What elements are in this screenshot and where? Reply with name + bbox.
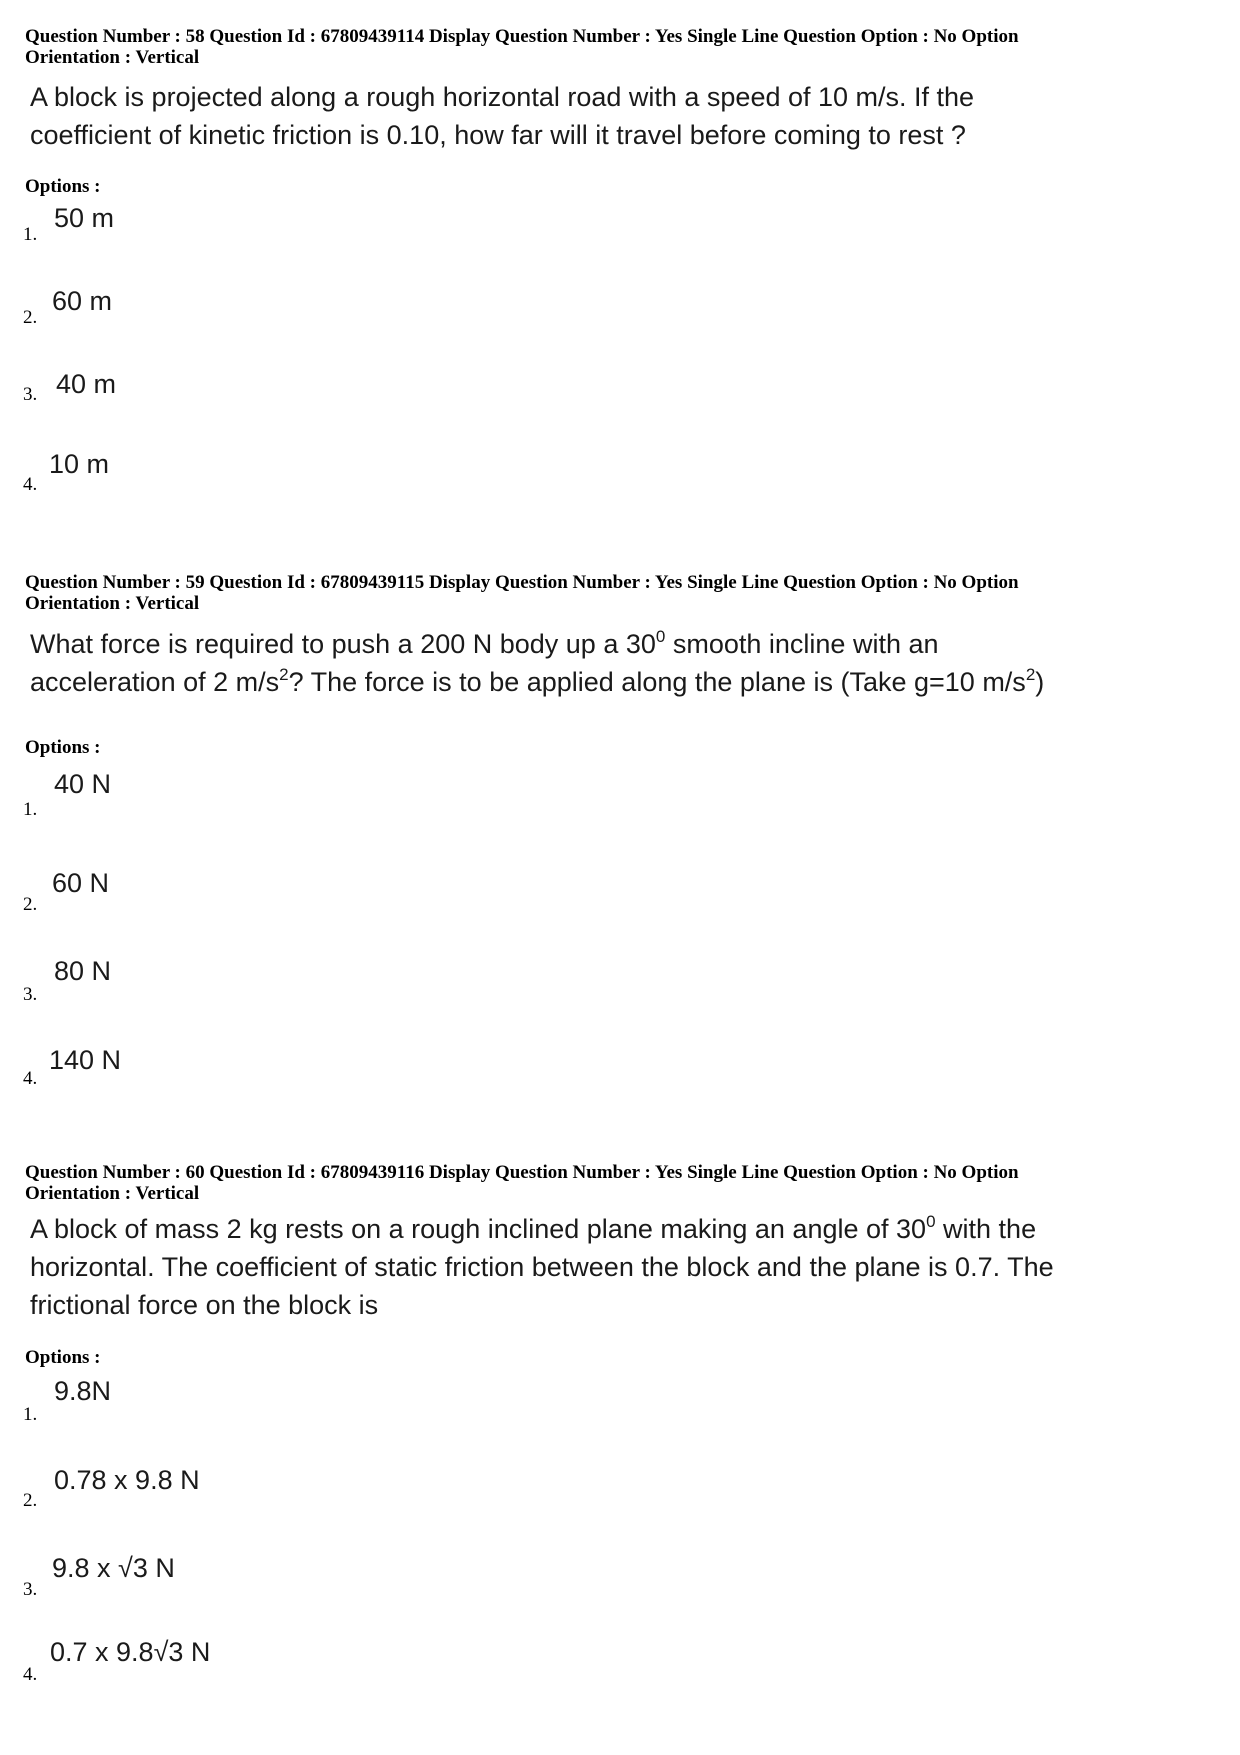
option-text: 60 m	[52, 286, 113, 316]
question-text-line: frictional force on the block is	[30, 1290, 379, 1320]
option-number: 3.	[23, 984, 38, 1005]
question-header	[25, 572, 1215, 614]
option-number: 4.	[23, 1664, 38, 1685]
question-header-line: Orientation : Vertical	[25, 47, 200, 68]
option-text: 80 N	[54, 956, 112, 986]
question-text-line: A block of mass 2 kg rests on a rough inclined plane making an angle of $30^0$ with the	[30, 1212, 1037, 1244]
option-text: 0.78 x 9.8 N	[54, 1465, 200, 1495]
option-number: 4.	[23, 474, 38, 495]
option-text: 9.8 x √3 N	[52, 1553, 175, 1583]
option-number: 1.	[23, 224, 38, 245]
option-number: 1.	[23, 799, 38, 820]
option-number: 3.	[23, 384, 38, 405]
question-header-line: Orientation : Vertical	[25, 593, 200, 614]
option-text: 0.7 x 9.8√3 N	[50, 1637, 211, 1667]
option-text: 9.8N	[54, 1376, 112, 1406]
question-header	[25, 1162, 1215, 1204]
option-number: 4.	[23, 1068, 38, 1089]
option-number: 2.	[23, 894, 38, 915]
question-text-line: A block is projected along a rough horizontal road with a speed of 10 m/s. If the	[30, 82, 975, 112]
question-header-line: Orientation : Vertical	[25, 1183, 200, 1204]
question-header-line: Question Number : 59 Question Id : 67809439115 Display Question Number : Yes Single Line Question Option : No Option	[25, 572, 1019, 593]
option-text: 140 N	[49, 1045, 122, 1075]
options-label: Options :	[25, 737, 101, 758]
option-text: 40 N	[54, 769, 112, 799]
question-text-line: What force is required to push a 200 N body up a $30^0$ smooth incline with an	[30, 627, 939, 659]
question-text	[30, 625, 1200, 701]
option-text: 10 m	[49, 449, 110, 479]
question-text-line: acceleration of 2 $m/s^2$? The force is to be applied along the plane is (Take g=10 $m/s^2$)	[30, 665, 1045, 697]
option-number: 2.	[23, 1490, 38, 1511]
option-text: 40 m	[56, 369, 117, 399]
question-header-line: Question Number : 60 Question Id : 67809439116 Display Question Number : Yes Single Line Question Option : No Option	[25, 1162, 1019, 1183]
question-header	[25, 26, 1215, 68]
option-text: 50 m	[54, 203, 115, 233]
question-text	[30, 1210, 1200, 1324]
options-label: Options :	[25, 1347, 101, 1368]
option-number: 2.	[23, 307, 38, 328]
option-number: 1.	[23, 1404, 38, 1425]
question-text-line: coefficient of kinetic friction is 0.10, how far will it travel before coming to rest ?	[30, 120, 966, 150]
question-text-line: horizontal. The coefficient of static friction between the block and the plane is 0.7. The	[30, 1252, 1054, 1282]
option-number: 3.	[23, 1579, 38, 1600]
options-label: Options :	[25, 176, 101, 197]
option-text: 60 N	[52, 868, 110, 898]
question-text	[30, 78, 1200, 154]
question-header-line: Question Number : 58 Question Id : 67809439114 Display Question Number : Yes Single Line Question Option : No Option	[25, 26, 1019, 47]
